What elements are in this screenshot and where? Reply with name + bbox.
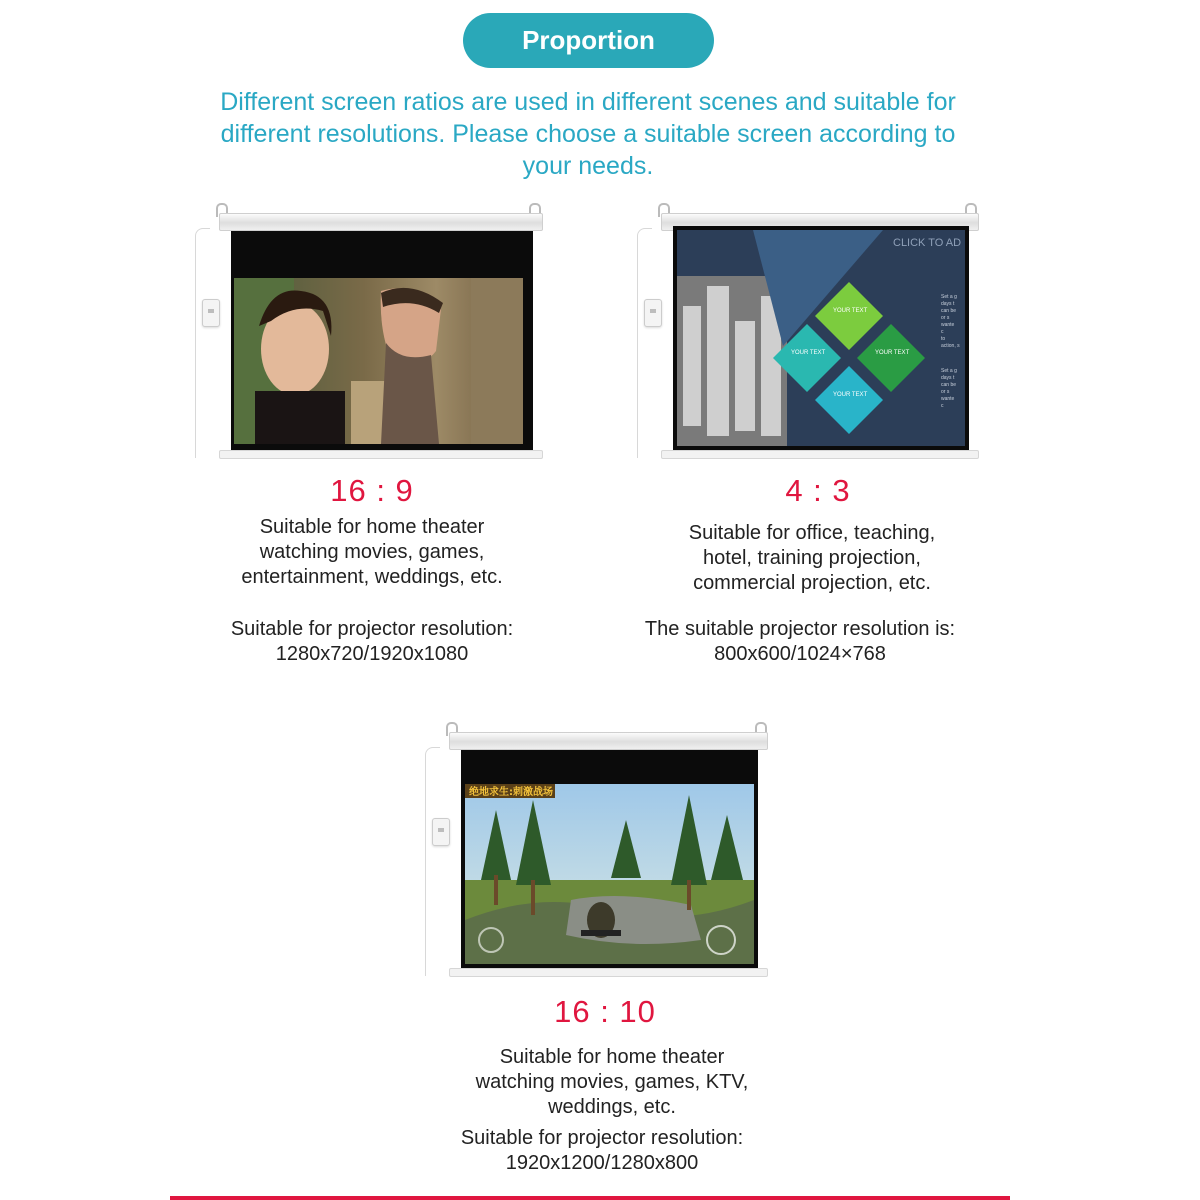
svg-text:Set a g: Set a g — [941, 294, 957, 300]
screen-16-10-description — [420, 1045, 804, 1120]
video-game-screenshot — [461, 750, 758, 968]
use-line: weddings, etc. — [548, 1096, 676, 1118]
use-line: watching movies, games, — [259, 541, 485, 563]
svg-text:c: c — [941, 329, 944, 335]
intro-line-3: your needs. — [522, 152, 654, 180]
power-cable — [195, 228, 210, 458]
wall-switch-icon — [202, 299, 220, 327]
screen-4-3-resolution — [600, 617, 1000, 667]
game-banner-text: 绝地求生:刺激战场 — [469, 787, 553, 798]
intro-text — [150, 86, 1026, 182]
resolution-label: Suitable for projector resolution: — [460, 1127, 744, 1149]
svg-text:days t: days t — [941, 301, 955, 307]
screen-housing — [219, 213, 543, 231]
svg-text:can be: can be — [941, 382, 957, 388]
slide-corner-text: CLICK TO AD — [893, 237, 962, 249]
screen-4-3-description — [620, 521, 1004, 596]
intro-line-1: Different screen ratios are used in different scenes and suitable for — [220, 88, 956, 116]
section-title-pill — [463, 13, 714, 68]
intro-line-2: different resolutions. Please choose a suitable screen according to — [220, 120, 956, 148]
screen-surface — [461, 750, 758, 968]
projector-screen-4-3 — [637, 203, 979, 458]
power-cable — [637, 228, 652, 458]
svg-text:or s: or s — [941, 315, 950, 321]
screen-housing — [449, 732, 768, 750]
use-line: hotel, training projection, — [703, 547, 921, 569]
svg-text:to: to — [941, 336, 946, 342]
use-line: Suitable for home theater — [499, 1046, 725, 1068]
screen-surface — [673, 226, 969, 450]
resolution-label: The suitable projector resolution is: — [644, 618, 956, 640]
ratio-16-10-label: 16 : 10 — [554, 994, 656, 1029]
ratio-16-9-label: 16 : 9 — [330, 473, 414, 508]
svg-text:can be: can be — [941, 308, 957, 314]
screen-bottom-bar — [449, 968, 768, 977]
resolution-value: 1280x720/1920x1080 — [275, 643, 469, 665]
svg-text:wante: wante — [941, 396, 955, 402]
resolution-value: 1920x1200/1280x800 — [505, 1152, 699, 1174]
power-cable — [425, 747, 440, 976]
business-presentation-slide — [673, 226, 969, 450]
projector-screen-16-9 — [195, 203, 543, 458]
use-line: Suitable for office, teaching, — [688, 522, 936, 544]
svg-text:action, s: action, s — [941, 343, 960, 349]
screen-16-9-description — [180, 515, 564, 590]
projector-screen-16-10 — [425, 722, 768, 976]
svg-text:c: c — [941, 403, 944, 409]
ratio-4-3-label: 4 : 3 — [785, 473, 851, 508]
screen-surface — [231, 231, 533, 450]
footer-divider — [170, 1196, 1010, 1200]
svg-text:wante: wante — [941, 322, 955, 328]
tile-text: YOUR TEXT — [875, 350, 910, 356]
svg-text:or s: or s — [941, 389, 950, 395]
use-line: Suitable for home theater — [259, 516, 485, 538]
screen-bottom-bar — [219, 450, 543, 459]
screen-bottom-bar — [661, 450, 979, 459]
use-line: commercial projection, etc. — [693, 572, 931, 594]
movie-scene-photo — [231, 231, 533, 450]
section-title: Proportion — [522, 25, 655, 55]
tile-text: YOUR TEXT — [833, 308, 868, 314]
svg-text:days t: days t — [941, 375, 955, 381]
screen-16-9-resolution — [180, 617, 564, 667]
wall-switch-icon — [644, 299, 662, 327]
use-line: entertainment, weddings, etc. — [241, 566, 503, 588]
tile-text: YOUR TEXT — [833, 392, 868, 398]
svg-text:Set a g: Set a g — [941, 368, 957, 374]
wall-switch-icon — [432, 818, 450, 846]
screen-16-10-resolution — [410, 1126, 794, 1176]
resolution-value: 800x600/1024×768 — [714, 643, 886, 665]
resolution-label: Suitable for projector resolution: — [230, 618, 514, 640]
tile-text: YOUR TEXT — [791, 350, 826, 356]
use-line: watching movies, games, KTV, — [475, 1071, 749, 1093]
